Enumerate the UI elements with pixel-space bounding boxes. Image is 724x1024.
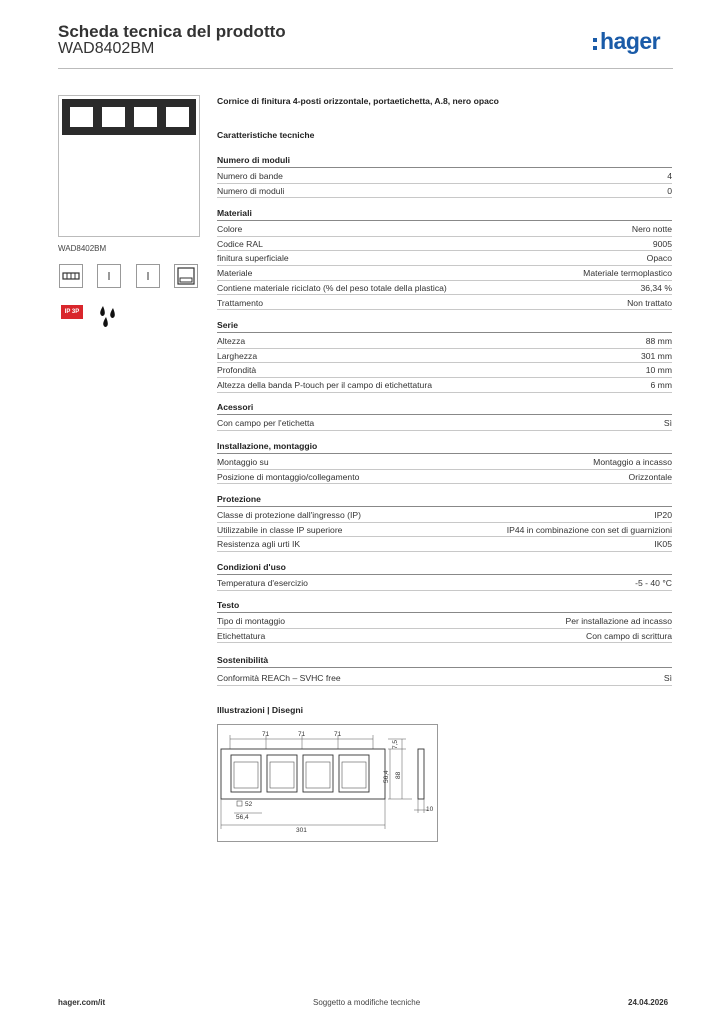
frame-illustration <box>62 99 196 135</box>
spec-label: Conformità REACh – SVHC free <box>217 673 341 683</box>
spec-row <box>217 363 672 378</box>
spec-value: Opaco <box>646 253 672 264</box>
dim-height: 88 <box>395 771 402 779</box>
spec-value: 9005 <box>652 238 672 249</box>
spec-label: Larghezza <box>217 350 258 361</box>
spec-row <box>217 629 672 644</box>
spec-row <box>217 671 672 686</box>
spec-value: 10 mm <box>645 365 672 376</box>
specs-heading: Caratteristiche tecniche <box>217 130 315 140</box>
section-heading: Sostenibilità <box>217 655 672 668</box>
document-title: Scheda tecnica del prodotto <box>58 22 286 41</box>
spec-label: Utilizzabile in classe IP superiore <box>217 524 343 535</box>
spec-label: Temperatura d'esercizio <box>217 578 308 588</box>
technical-drawing <box>217 724 438 842</box>
logo-dots-icon <box>593 34 599 50</box>
spec-row <box>217 537 672 552</box>
ip-rating-badge: IP 3P <box>61 305 83 319</box>
dim-top-offset: 7,5 <box>392 739 399 749</box>
section-heading: Protezione <box>217 494 672 507</box>
spec-label: Materiale <box>217 268 253 279</box>
section-heading: Materiali <box>217 208 672 221</box>
dim-pitch-3: 71 <box>334 731 342 738</box>
spec-label: Numero di bande <box>217 171 283 181</box>
section-heading: Condizioni d'uso <box>217 562 672 575</box>
product-description: Cornice di finitura 4-posti orizzontale, portaetichetta, A.8, nero opaco <box>217 96 499 106</box>
water-drops-icon <box>97 302 123 330</box>
spec-label: Resistenza agli urti IK <box>217 539 301 550</box>
footer-date: 24.04.2026 <box>628 998 669 1007</box>
spec-value: 301 mm <box>640 350 672 361</box>
spec-value: Sì <box>663 418 672 428</box>
spec-row <box>217 251 672 266</box>
spec-label: Altezza <box>217 336 246 346</box>
spec-row <box>217 614 672 629</box>
product-image-caption: WAD8402BM <box>58 244 107 253</box>
product-code: WAD8402BM <box>58 40 155 57</box>
spec-label: Posizione di montaggio/collegamento <box>217 471 360 482</box>
single-line-icon <box>136 264 160 288</box>
spec-value: IK05 <box>654 539 672 550</box>
footer-site-link[interactable]: hager.com/it <box>58 998 106 1007</box>
spec-value: -5 - 40 °C <box>635 578 672 588</box>
section-heading: Installazione, montaggio <box>217 441 672 454</box>
section-heading: Acessori <box>217 402 672 415</box>
spec-row <box>217 169 672 184</box>
section-heading: Numero di moduli <box>217 155 672 168</box>
spec-row <box>217 576 672 591</box>
spec-label: Altezza della banda P-touch per il campo di etichettatura <box>217 380 432 391</box>
spec-label: Con campo per l'etichetta <box>217 418 315 428</box>
spec-label: Codice RAL <box>217 238 263 249</box>
section-heading: Testo <box>217 600 672 613</box>
spec-label: Montaggio su <box>217 457 269 467</box>
spec-row <box>217 184 672 199</box>
spec-row <box>217 237 672 252</box>
spec-label: Trattamento <box>217 297 264 308</box>
spec-value: Montaggio a incasso <box>593 457 672 467</box>
spec-label: Tipo di montaggio <box>217 616 285 626</box>
logo-text: hager <box>600 28 661 54</box>
hager-logo[interactable] <box>593 28 660 55</box>
spec-row <box>217 378 672 393</box>
spec-label: Colore <box>217 224 243 234</box>
spec-label: Profondità <box>217 365 257 376</box>
spec-row <box>217 523 672 538</box>
spec-value: Per installazione ad incasso <box>565 616 672 626</box>
dim-module: 56,4 <box>236 814 249 821</box>
illustrations-heading: Illustrazioni | Disegni <box>217 705 303 715</box>
label-holder-icon <box>174 264 198 288</box>
spec-row <box>217 349 672 364</box>
spec-value: Orizzontale <box>628 471 672 482</box>
spec-value: 88 mm <box>645 336 672 346</box>
spec-row <box>217 508 672 523</box>
spec-value: Sì <box>663 673 672 683</box>
spec-value: Nero notte <box>631 224 672 234</box>
spec-value: 0 <box>667 185 672 196</box>
dim-inner: 56,4 <box>383 770 390 783</box>
spec-label: Etichettatura <box>217 630 266 641</box>
spec-label: finitura superficiale <box>217 253 289 264</box>
module-strip-icon <box>59 264 83 288</box>
dim-square: 52 <box>245 801 253 808</box>
spec-row <box>217 281 672 296</box>
spec-label: Numero di moduli <box>217 185 285 196</box>
spec-value: Con campo di scrittura <box>586 630 672 641</box>
spec-value: 36,34 % <box>640 282 672 293</box>
dim-width: 301 <box>296 827 307 834</box>
spec-row <box>217 416 672 431</box>
spec-row <box>217 296 672 311</box>
spec-row <box>217 266 672 281</box>
spec-label: Classe di protezione dall'ingresso (IP) <box>217 510 361 520</box>
footer-note: Soggetto a modifiche tecniche <box>313 998 421 1007</box>
single-line-icon <box>97 264 121 288</box>
spec-value: Non trattato <box>627 297 672 308</box>
dim-pitch-2: 71 <box>298 731 306 738</box>
spec-value: 4 <box>667 171 672 181</box>
spec-label: Contiene materiale riciclato (% del peso totale della plastica) <box>217 282 447 293</box>
spec-value: 6 mm <box>650 380 672 391</box>
spec-row <box>217 334 672 349</box>
product-image <box>58 95 200 237</box>
spec-row <box>217 222 672 237</box>
spec-row <box>217 470 672 485</box>
spec-value: Materiale termoplastico <box>583 268 672 279</box>
dim-pitch-1: 71 <box>262 731 270 738</box>
section-heading: Serie <box>217 320 672 333</box>
header-divider <box>58 68 673 69</box>
dim-depth: 10 <box>426 806 434 813</box>
spec-value: IP20 <box>654 510 672 520</box>
spec-row <box>217 455 672 470</box>
spec-value: IP44 in combinazione con set di guarnizioni <box>506 524 672 535</box>
